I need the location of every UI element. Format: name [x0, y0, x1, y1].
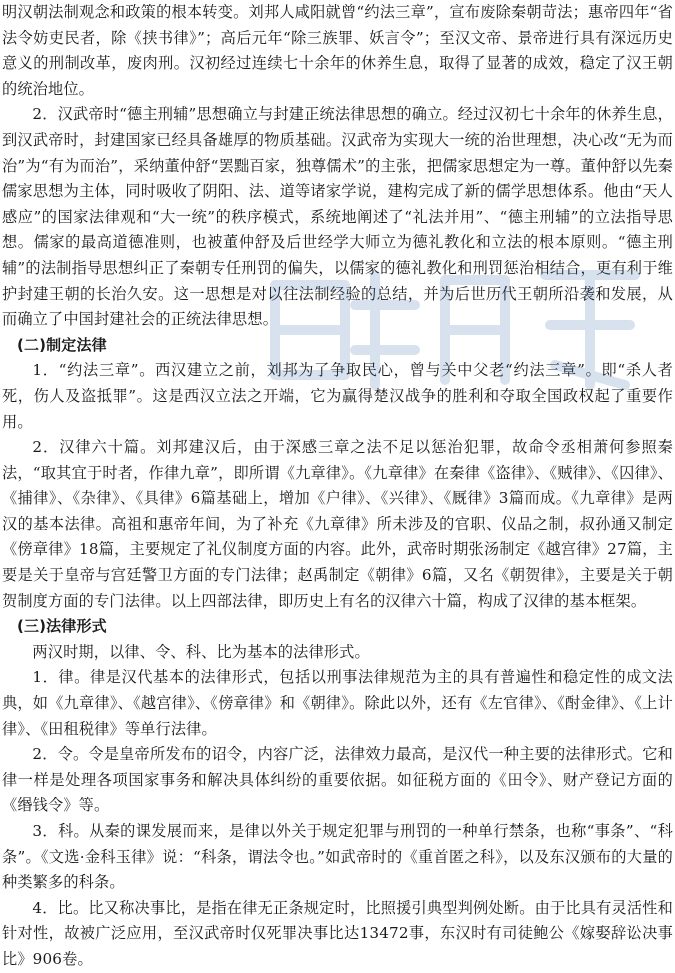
- paragraph-three-articles: 1．“约法三章”。西汉建立之前，刘邦为了争取民心，曾与关中父老“约法三章”。即“杀人者死，伤人及盗抵罪”。这是西汉立法之开端，它为赢得楚汉战争的胜利和夺取全国政权起了重要作用。: [2, 361, 673, 431]
- paragraph-ke: 3．科。从秦的课发展而来，是律以外关于规定犯罪与刑罚的一种单行禁条，也称“事条”、“科条”。《文选·金科玉律》说：“科条，谓法令也。”如武帝时的《重首匿之科》，以及东汉颁布的大量的种类繁多的科条。: [2, 822, 673, 892]
- paragraph-ling: 2．令。令是皇帝所发布的诏令，内容广泛，法律效力最高，是汉代一种主要的法律形式。它和律一样是处理各项国家事务和解决具体纠纷的重要依据。如征税方面的《田令》、财产登记方面的《缗钱令》等。: [2, 745, 673, 815]
- paragraph-forms-intro: 两汉时期，以律、令、科、比为基本的法律形式。: [32, 642, 370, 661]
- paragraph-continuation: 明汉朝法制观念和政策的根本转变。刘邦人咸阳就曾“约法三章”，宣布废除秦朝苛法；惠帝四年“省法令妨吏民者，除《挟书律》”；高后元年“除三族罪、妖言令”；至汉文帝、景帝进行具有深远历史意义的刑制改革，废肉刑。汉初经过连续七十余年的休养生息，取得了显著的成效，稳定了汉王朝的统治地位。: [2, 3, 673, 98]
- paragraph-wudi-thought: 2．汉武帝时“德主刑辅”思想确立与封建正统法律思想的确立。经过汉初七十余年的休养生息，到汉武帝时，封建国家已经具备雄厚的物质基础。汉武帝为实现大一统的治世理想，决心改“无为而治”为“有为而治”，采纳董仲舒“罢黜百家，独尊儒术”的主张，把儒家思想定为一尊。董仲舒以先秦儒家思想为主体，同时吸收了阴阳、法、道等诸家学说，建构完成了新的儒学思想体系。他由“天人感应”的国家法律观和“大一统”的秩序模式，系统地阐述了“礼法并用”、“德主刑辅”的立法指导思想。儒家的最高道德准则，也被董仲舒及后世经学大师立为德礼教化和立法的根本原则。“德主刑辅”的法制指导思想纠正了秦朝专任刑罚的偏失，以儒家的德礼教化和刑罚惩治相结合，更有利于维护封建王朝的长治久安。这一思想是对以往法制经验的总结，并为后世历代王朝所沿袭和发展，从而确立了中国封建社会的正统法律思想。: [2, 105, 673, 329]
- section-heading-legislation: (二)制定法律: [17, 335, 107, 354]
- paragraph-sixty-articles: 2．汉律六十篇。刘邦建汉后，由于深感三章之法不足以惩治犯罪，故命令丞相萧何参照秦法，“取其宜于时者，作律九章”，即所谓《九章律》。《九章律》在秦律《盗律》、《贼律》、《囚律》、《捕律》、《杂律》、《具律》6篇基础上，增加《户律》、《兴律》、《厩律》3篇而成。《九章律》是两汉的基本法律。高祖和惠帝年间，为了补充《九章律》所未涉及的官职、仪品之制，叔孙通又制定《傍章律》18篇，主要规定了礼仪制度方面的内容。此外，武帝时期张汤制定《越宫律》27篇，主要是关于皇帝与宫廷警卫方面的专门法律；赵禹制定《朝律》6篇，又名《朝贺律》，主要是关于朝贺制度方面的专门法律。以上四部法律，即历史上有名的汉律六十篇，构成了汉律的基本框架。: [2, 438, 673, 610]
- paragraph-lv: 1．律。律是汉代基本的法律形式，包括以刑事法律规范为主的具有普遍性和稳定性的成文法典，如《九章律》、《越宫律》、《傍章律》和《朝律》。除此以外，还有《左官律》、《酎金律》、《上计律》、《田租税律》等单行法律。: [2, 668, 673, 738]
- paragraph-bi: 4．比。比又称决事比，是指在律无正条规定时，比照援引典型判例处断。由于比具有灵活性和针对性，故被广泛应用，至汉武帝时仅死罪决事比达13472事，东汉时有司徒鲍公《嫁娶辞讼决事比》906卷。: [2, 898, 673, 968]
- document-text: [2, 0, 673, 973]
- section-heading-legal-forms: (三)法律形式: [17, 617, 107, 636]
